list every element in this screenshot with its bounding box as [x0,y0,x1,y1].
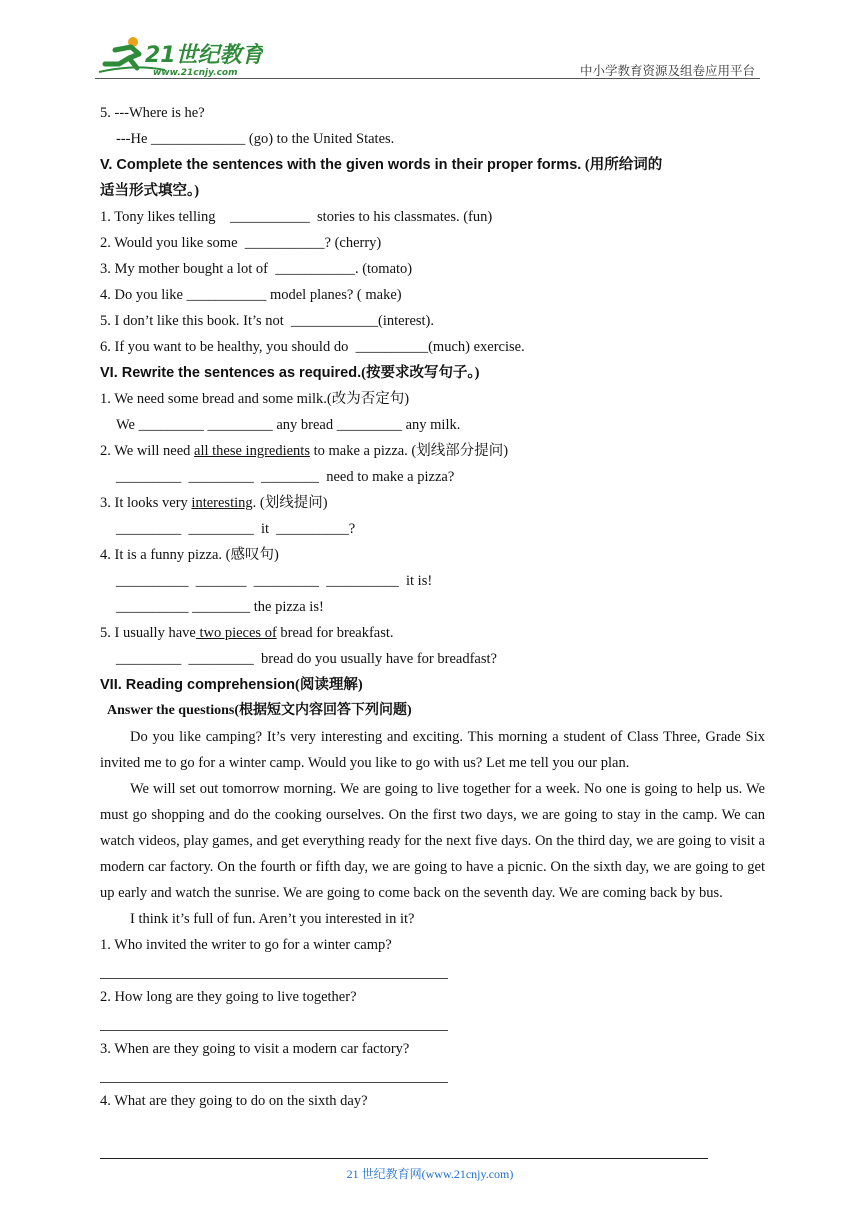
section6-q4-answer1: __________ _______ _________ __________ it is! [116,573,433,589]
passage-paragraph-3: I think it’s full of fun. Aren’t you interested in it? [130,911,415,927]
section5-item: 2. Would you like some ___________? (cherry) [100,235,382,251]
passage-paragraph-2: We will set out tomorrow morning. We are going to live together for a week. No one is going to help us. We must go shopping and do the cooking ourselves. On the first two days, we are going to stay in the camp. We can watch videos, play games, and get everything ready for the next five days. On the third day, we are going to visit a modern car factory. On the fourth or fifth day, we are going to have a picnic. On the sixth day, we are going to get up early and watch the sunrise. We are going to come back on the seventh day. We are coming back by bus. [100,781,765,901]
section6-q3-answer: _________ _________ it __________? [116,521,356,537]
section5-item: 6. If you want to be healthy, you should do __________(much) exercise. [100,339,525,355]
section6-q2-answer: _________ _________ ________ need to make a pizza? [116,469,455,485]
section6-q4: 4. It is a funny pizza. (感叹句) [100,547,279,563]
footer-divider [100,1158,708,1159]
passage-paragraph-1: Do you like camping? It’s very interesting and exciting. This morning a student of Class Three, Grade Six invited me to go for a winter camp. Would you like to go with us? Let me tell you our plan. [100,729,765,771]
q5-line1: 5. ---Where is he? [100,105,205,121]
section7-title: VII. Reading comprehension [100,677,295,693]
section7-title-cn: (阅读理解) [294,677,363,693]
section6-q5-answer: _________ _________ bread do you usually have for breadfast? [116,651,497,667]
section5-title-cn: (用所给词的 适当形式填空。) [100,157,663,199]
reading-question: 2. How long are they going to live together? [100,989,357,1005]
underlined-word: interesting [191,495,253,511]
section6-q1-answer: We _________ _________ any bread _________ any milk. [116,417,461,433]
section7-heading [100,672,765,698]
section5-item: 5. I don’t like this book. It’s not ____________(interest). [100,313,435,329]
section6-title-cn: (按要求改写句子。) [361,365,480,381]
logo-url: www.21cnjy.com [153,68,238,78]
section6-q2: 2. We will need all these ingredients to make a pizza. (划线部分提问) [100,443,509,459]
section6-q4-answer2: __________ ________ the pizza is! [116,599,324,615]
logo-text: 21世纪教育 [145,43,263,68]
q5-line2: ---He _____________ (go) to the United States. [116,131,395,147]
reading-question: 1. Who invited the writer to go for a winter camp? [100,937,392,953]
section5-title: V. Complete the sentences with the given words in their proper forms. [100,157,582,173]
site-logo [93,34,263,78]
section6-q5: 5. I usually have two pieces of bread for breakfast. [100,625,394,641]
worksheet-body [100,100,765,1114]
section6-q1: 1. We need some bread and some milk.(改为否定句) [100,391,410,407]
section5-item: 1. Tony likes telling ___________ stories to his classmates. (fun) [100,209,493,225]
header-divider [95,78,760,79]
section6-heading [100,360,765,386]
reading-question: 4. What are they going to do on the sixth day? [100,1093,368,1109]
underlined-phrase: two pieces of [195,625,277,641]
underlined-phrase: all these ingredients [194,443,310,459]
section7-subtitle: Answer the questions(根据短文内容回答下列问题) [107,703,412,718]
answer-line[interactable] [100,958,765,984]
section5-item: 4. Do you like ___________ model planes? ( make) [100,287,402,303]
section6-title: VI. Rewrite the sentences as required. [100,365,362,381]
section5-heading [100,152,765,204]
answer-line[interactable] [100,1062,765,1088]
section5-item: 3. My mother bought a lot of ___________. (tomato) [100,261,413,277]
runner-logo-icon [93,34,263,78]
section6-q3: 3. It looks very interesting. (划线提问) [100,495,328,511]
footer-source[interactable]: 21 世纪教育网(www.21cnjy.com) [346,1167,514,1181]
header-platform-label: 中小学教育资源及组卷应用平台 [579,63,755,78]
reading-question: 3. When are they going to visit a modern car factory? [100,1041,410,1057]
answer-line[interactable] [100,1010,765,1036]
